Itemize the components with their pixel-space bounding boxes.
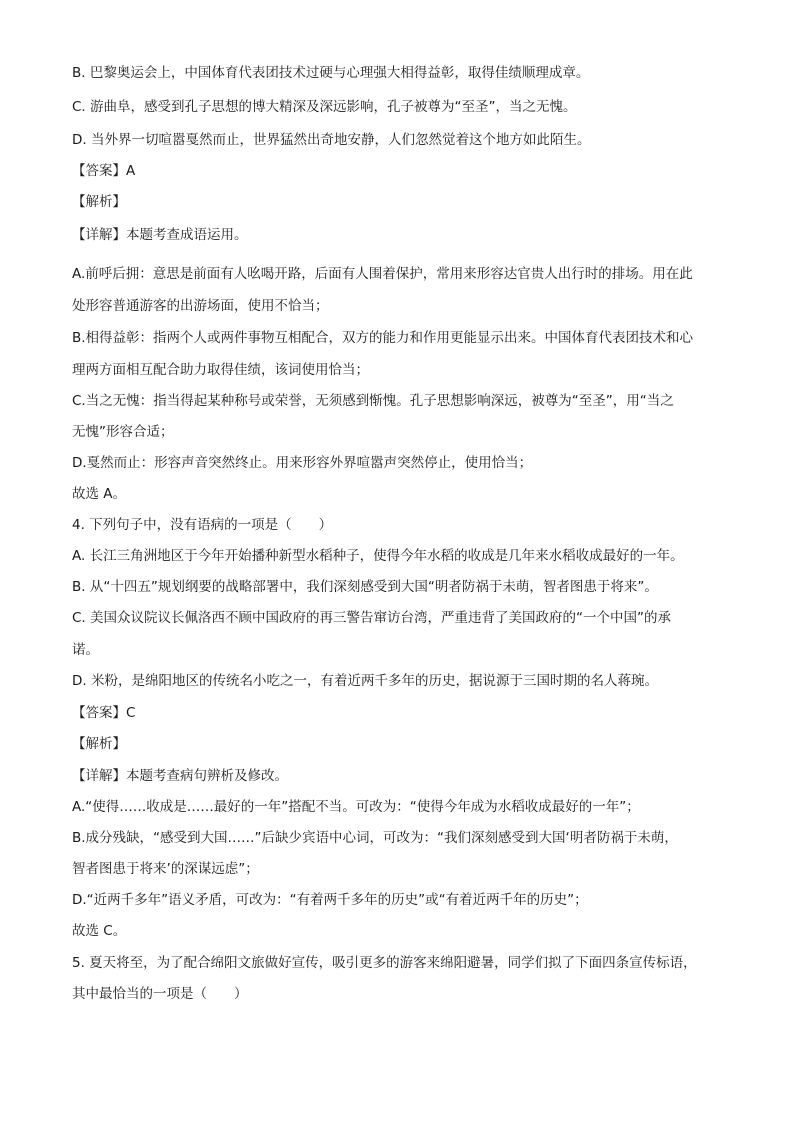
q4-option-c: C. 美国众议院议长佩洛西不顾中国政府的再三警告窜访台湾，严重违背了美国政府的“一个中国”的承: [72, 610, 671, 626]
q4-option-a: A. 长江三角洲地区于今年开始播种新型水稻种子，使得今年水稻的收成是几年来水稻收成最好的一年。: [72, 548, 684, 564]
conclusion-line: 故选 A。: [72, 486, 127, 502]
q4-option-d: D. 米粉，是绵阳地区的传统名小吃之一，有着近两千多年的历史，据说源于三国时期的名人蒋琬。: [72, 673, 658, 689]
explanation-line: 理两方面相互配合助力取得佳绩，该词使用恰当；: [72, 362, 369, 378]
explanation-line: C.当之无愧：指当得起某种称号或荣誉，无须感到惭愧。孔子思想影响深远，被尊为“至圣”，用“当之: [72, 393, 674, 409]
question-4: 4. 下列句子中，没有语病的一项是（ ）: [72, 517, 333, 533]
conclusion-line: 故选 C。: [72, 923, 127, 939]
question-5-cont: 其中最恰当的一项是（ ）: [72, 986, 248, 1002]
explanation-line: 处形容普通游客的出游场面，使用不恰当；: [72, 298, 329, 314]
explanation-line: 无愧”形容合适；: [72, 424, 174, 440]
explanation-line: B.相得益彰：指两个人或两件事物互相配合，双方的能力和作用更能显示出来。中国体育代表团技术和心: [72, 330, 694, 346]
explanation-line: A.前呼后拥：意思是前面有人吆喝开路，后面有人围着保护，常用来形容达官贵人出行时的排场。用在此: [72, 266, 693, 282]
q4-option-c-cont: 诺。: [72, 642, 99, 658]
option-b: B. 巴黎奥运会上，中国体育代表团技术过硬与心理强大相得益彰，取得佳绩顺理成章。: [72, 65, 590, 81]
explanation-line: A.“使得……收成是……最好的一年”搭配不当。可改为：“使得今年成为水稻收成最好的一年”；: [72, 799, 640, 815]
explanation-line: 智者图患于将来’的深谋远虑”；: [72, 861, 259, 877]
q4-option-b: B. 从“十四五”规划纲要的战略部署中，我们深刻感受到大国“明者防祸于未萌，智者图患于将来”。: [72, 579, 658, 595]
detail-heading: 【详解】本题考查成语运用。: [72, 227, 248, 243]
analysis-label: 【解析】: [72, 736, 126, 752]
analysis-label: 【解析】: [72, 194, 126, 210]
explanation-line: D.“近两千多年”语义矛盾，可改为：“有着两千多年的历史”或“有着近两千年的历史”；: [72, 892, 588, 908]
answer-label: 【答案】A: [72, 163, 136, 179]
question-5: 5. 夏天将至，为了配合绵阳文旅做好宣传，吸引更多的游客来绵阳避暑，同学们拟了下面四条宣传标语，: [72, 955, 697, 971]
option-d: D. 当外界一切喧嚣戛然而止，世界猛然出奇地安静，人们忽然觉着这个地方如此陌生。: [72, 132, 591, 148]
option-c: C. 游曲阜，感受到孔子思想的博大精深及深远影响，孔子被尊为“至圣”，当之无愧。: [72, 99, 577, 115]
answer-label: 【答案】C: [72, 705, 136, 721]
detail-heading: 【详解】本题考查病句辨析及修改。: [72, 768, 288, 784]
explanation-line: D.戛然而止：形容声音突然终止。用来形容外界喧嚣声突然停止，使用恰当；: [72, 455, 533, 471]
explanation-line: B.成分残缺，“感受到大国……”后缺少宾语中心词，可改为：“我们深刻感受到大国‘明者防祸于未萌，: [72, 830, 678, 846]
